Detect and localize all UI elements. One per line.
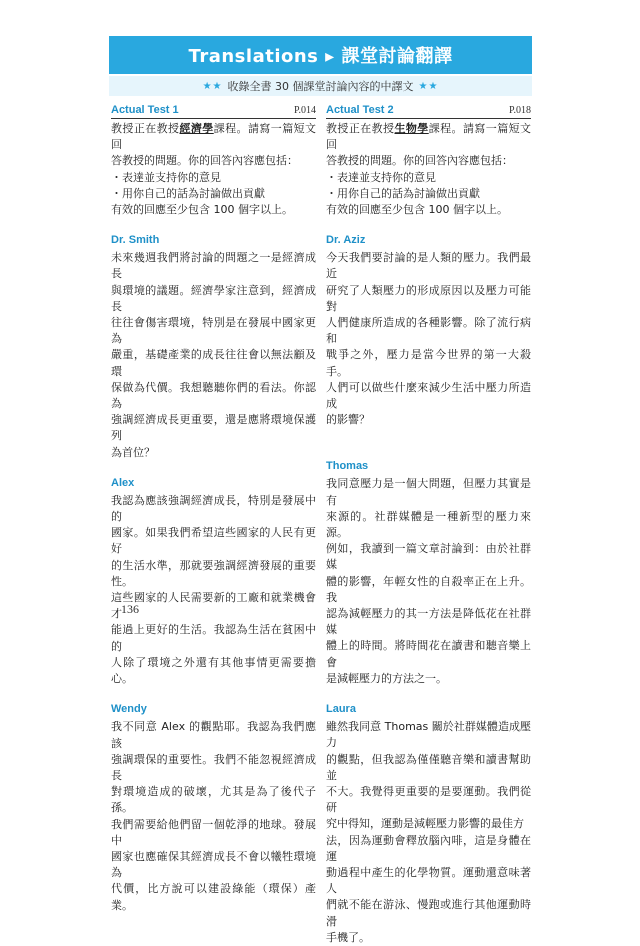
prompt-line — [111, 121, 316, 153]
prompt-line — [326, 121, 531, 153]
star-icons-right: ★★ — [418, 80, 439, 92]
speaker-name: Laura — [326, 703, 356, 716]
prompt-block — [326, 121, 531, 218]
text-line: 來源的。社群媒體是一種新型的壓力來源。 — [326, 509, 531, 540]
text-line: 的影響？ — [326, 413, 370, 427]
text-line: 我認為應該強調經濟成長，特別是發展中的 — [111, 493, 316, 524]
text-line: 嚴重，基礎產業的成長往往會以無法顧及環 — [111, 348, 316, 378]
prompt-text: 教授正在教授 — [111, 122, 180, 135]
prompt-text: 教授正在教授 — [326, 122, 395, 135]
prompt-line: 答教授的問題。你的回答內容應包括： — [111, 154, 298, 168]
subtitle-text: 收錄全書 30 個課堂討論內容的中譯文 — [227, 80, 414, 93]
subject-highlight: 經濟學 — [179, 122, 214, 135]
text-line: 例如，我讀到一篇文章討論到：由於社群媒 — [326, 542, 531, 572]
text-line: 我同意壓力是一個大問題，但壓力其實是有 — [326, 477, 531, 507]
text-line: 法，因為運動會釋放腦內啡，這是身體在運 — [326, 833, 531, 863]
text-line: 研究了人類壓力的形成原因以及壓力可能對 — [326, 283, 531, 313]
prompt-bullet: ・表達並支持你的意見 — [326, 170, 436, 184]
text-line: 強調經濟成長更重要，還是應將環境保護列 — [111, 413, 316, 443]
subject-highlight: 生物學 — [394, 122, 429, 135]
text-line: 與環境的議題。經濟學家注意到，經濟成長 — [111, 283, 316, 313]
text-line: 未來幾週我們將討論的問題之一是經濟成長 — [111, 251, 316, 281]
prompt-bullet: ・用你自己的話為討論做出貢獻 — [111, 186, 265, 200]
text-line: 國家。如果我們希望這些國家的人民有更好 — [111, 526, 316, 556]
page-reference: P.018 — [509, 105, 531, 116]
text-line: 能過上更好的生活。我認為生活在貧困中的 — [111, 623, 316, 653]
text-line: 認為減輕壓力的其一方法是降低花在社群媒 — [326, 607, 531, 637]
page-title: Translations ▸ 課堂討論翻譯 — [188, 46, 453, 67]
text-line: 動過程中產生的化學物質。運動還意味著人 — [326, 865, 531, 896]
text-line: 體的影響，年輕女性的自殺率正在上升。我 — [326, 574, 531, 604]
text-line: 雖然我同意 Thomas 關於社群媒體造成壓力 — [326, 720, 531, 750]
text-line: 不大。我覺得更重要的是要運動。我們從研 — [326, 784, 531, 815]
speaker-paragraph — [111, 493, 316, 687]
speaker-paragraph — [326, 250, 531, 428]
left-column-header — [111, 104, 316, 119]
header-banner — [109, 36, 532, 74]
subtitle-bar — [109, 76, 532, 96]
text-line: 保做為代價。我想聽聽你們的看法。你認為 — [111, 380, 316, 411]
test-title: Actual Test 1 — [111, 104, 179, 116]
speaker-name: Dr. Smith — [111, 234, 160, 247]
text-line: 的生活水準，那就要強調經濟發展的重要性。 — [111, 558, 316, 588]
text-line: 體上的時間。將時間花在讀書和聽音樂上會 — [326, 639, 531, 669]
prompt-line: 有效的回應至少包含 100 個字以上。 — [326, 203, 508, 217]
text-line: 戰爭之外，壓力是當今世界的第一大殺手。 — [326, 348, 531, 378]
page-reference: P.014 — [294, 105, 316, 116]
speaker-name: Alex — [111, 476, 135, 489]
speaker-name: Thomas — [326, 460, 369, 473]
text-line: 們就不能在游泳、慢跑或進行其他運動時滑 — [326, 898, 531, 928]
speaker-name: Dr. Aziz — [326, 234, 366, 247]
text-line: 代價，比方說可以建設綠能（環保）產業。 — [111, 882, 316, 912]
prompt-bullet: ・表達並支持你的意見 — [111, 170, 221, 184]
test-title: Actual Test 2 — [326, 104, 394, 116]
text-line: 人們健康所造成的各種影響。除了流行病和 — [326, 316, 531, 346]
text-line: 今天我們要討論的是人類的壓力。我們最近 — [326, 251, 531, 281]
prompt-block — [111, 121, 316, 218]
speaker-paragraph — [111, 250, 316, 461]
text-line: 這些國家的人民需要新的工廠和就業機會才 — [111, 591, 316, 621]
page-number: 136 — [121, 602, 139, 616]
text-line: 人們可以做些什麼來減少生活中壓力所造成 — [326, 380, 531, 411]
prompt-bullet: ・用你自己的話為討論做出貢獻 — [326, 186, 480, 200]
text-line: 強調環保的重要性。我們不能忽視經濟成長 — [111, 752, 316, 782]
text-line: 的觀點，但我認為僅僅聽音樂和讀書幫助並 — [326, 752, 531, 782]
prompt-text: 課程。請寫一篇短文回 — [326, 122, 532, 152]
text-line: 為首位？ — [111, 445, 155, 459]
speaker-paragraph — [326, 719, 531, 946]
prompt-line: 答教授的問題。你的回答內容應包括： — [326, 154, 513, 168]
left-column — [111, 104, 316, 914]
text-line: 人除了環境之外還有其他事情更需要擔心。 — [111, 655, 316, 686]
speaker-name: Wendy — [111, 703, 147, 716]
text-line: 對環境造成的破壞，尤其是為了後代子孫。 — [111, 785, 316, 815]
text-line: 我們需要給他們留一個乾淨的地球。發展中 — [111, 817, 316, 847]
right-column-header — [326, 104, 531, 119]
prompt-line: 有效的回應至少包含 100 個字以上。 — [111, 203, 293, 217]
text-line: 往往會傷害環境，特別是在發展中國家更為 — [111, 316, 316, 346]
right-column — [326, 104, 531, 946]
prompt-text: 課程。請寫一篇短文回 — [111, 122, 317, 152]
star-icons-left: ★★ — [202, 80, 223, 92]
text-line: 我不同意 Alex 的觀點耶。我認為我們應該 — [111, 720, 316, 750]
text-line: 國家也應確保其經濟成長不會以犧牲環境為 — [111, 849, 316, 880]
speaker-paragraph — [326, 476, 531, 687]
text-line: 手機了。 — [326, 930, 370, 944]
text-line: 究中得知，運動是減輕壓力影響的最佳方 — [326, 817, 524, 831]
text-line: 是減輕壓力的方法之一。 — [326, 671, 447, 685]
speaker-paragraph — [111, 719, 316, 913]
